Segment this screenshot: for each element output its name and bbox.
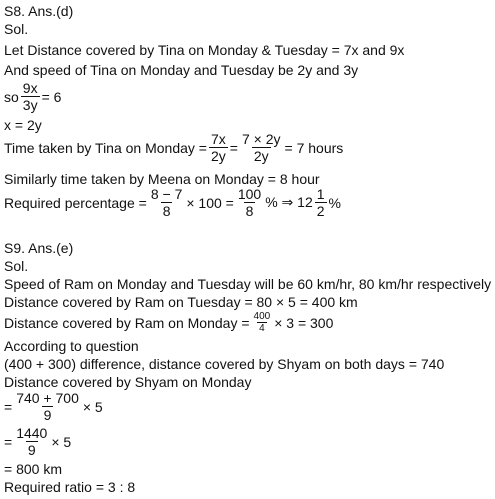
s9-result: = 800 km — [4, 461, 62, 477]
s9-e1-num: 740 + 700 — [16, 390, 79, 406]
s9-line1: Speed of Ram on Monday and Tuesday will be 60 km/hr, 80 km/hr respectively — [4, 276, 492, 292]
s8-req-mix-num: 1 — [316, 186, 325, 202]
s8-time-fraction1 — [209, 131, 228, 164]
s8-req-prefix: Required percentage = — [4, 194, 147, 211]
s8-so-prefix: so — [4, 88, 19, 105]
s9-mon-fraction — [252, 311, 273, 334]
s8-req-times: × 100 = — [186, 194, 234, 211]
s8-x-equation: x = 2y — [4, 117, 42, 133]
s9-mon-num: 400 — [253, 311, 271, 322]
s8-req-num2: 100 — [237, 186, 262, 202]
s8-sol-label: Sol. — [4, 21, 29, 37]
s9-e1-equals: = — [4, 398, 13, 415]
s9-expr1 — [4, 390, 103, 423]
s8-req-fraction2 — [236, 186, 263, 219]
s8-req-mix-den: 2 — [316, 203, 325, 219]
s9-e1-rest: × 5 — [82, 398, 103, 415]
s9-ratio: Required ratio = 3 : 8 — [4, 479, 136, 495]
s8-meena-line: Similarly time taken by Meena on Monday = 8 hour — [4, 171, 320, 187]
s8-req-arrow: % ⇒ 12 — [265, 194, 313, 210]
s9-sol-label: Sol. — [4, 258, 29, 274]
s9-mon-den: 4 — [259, 323, 265, 334]
s8-req-den2: 8 — [245, 203, 254, 219]
s9-according: According to question — [4, 338, 139, 354]
s8-req-mixed-fraction — [315, 186, 327, 219]
s8-so-den: 3y — [22, 97, 38, 113]
s8-req-num1: 8 − 7 — [150, 186, 183, 202]
s9-e2-fraction — [14, 425, 49, 458]
s8-time-equals: = — [229, 139, 238, 156]
s8-required-percentage — [4, 186, 341, 219]
s8-time-prefix: Time taken by Tina on Monday = — [4, 139, 207, 156]
s8-time-num2: 7 × 2y — [241, 131, 281, 147]
s8-so-num: 9x — [22, 80, 38, 96]
s9-e2-den: 9 — [27, 442, 36, 458]
s9-mon-rest: × 3 = 300 — [274, 314, 334, 331]
s8-so-equation — [4, 80, 61, 113]
s8-time-fraction2 — [240, 131, 283, 164]
s9-difference: (400 + 300) difference, distance covered by Shyam on both days = 740 — [4, 356, 445, 372]
s9-shyam-monday: Distance covered by Shyam on Monday — [4, 374, 252, 390]
s9-e2-num: 1440 — [16, 425, 48, 441]
s8-time-result: = 7 hours — [284, 139, 344, 156]
s8-time-equation — [4, 131, 343, 164]
s8-line2: And speed of Tina on Monday and Tuesday be 2y and 3y — [4, 62, 359, 78]
s8-so-fraction — [21, 80, 40, 113]
s9-e2-rest: × 5 — [51, 433, 72, 450]
s9-monday-distance — [4, 311, 333, 334]
s9-e1-den: 9 — [43, 407, 52, 423]
s8-req-percent: % — [328, 194, 341, 211]
s8-line1: Let Distance covered by Tina on Monday & Tuesday = 7x and 9x — [4, 42, 405, 58]
s8-so-rhs: = 6 — [41, 88, 62, 105]
s9-e1-fraction — [14, 390, 81, 423]
s9-e2-equals: = — [4, 433, 13, 450]
s8-time-num1: 7x — [210, 131, 226, 147]
s8-heading: S8. Ans.(d) — [4, 3, 74, 19]
s8-time-den1: 2y — [210, 148, 226, 164]
s9-mon-prefix: Distance covered by Ram on Monday = — [4, 314, 250, 331]
s8-req-den1: 8 — [162, 203, 171, 219]
s9-expr2 — [4, 425, 71, 458]
s8-time-den2: 2y — [253, 148, 269, 164]
s9-line2: Distance covered by Ram on Tuesday = 80 × 5 = 400 km — [4, 294, 358, 310]
s8-req-fraction1 — [149, 186, 185, 219]
s9-heading: S9. Ans.(e) — [4, 240, 74, 256]
